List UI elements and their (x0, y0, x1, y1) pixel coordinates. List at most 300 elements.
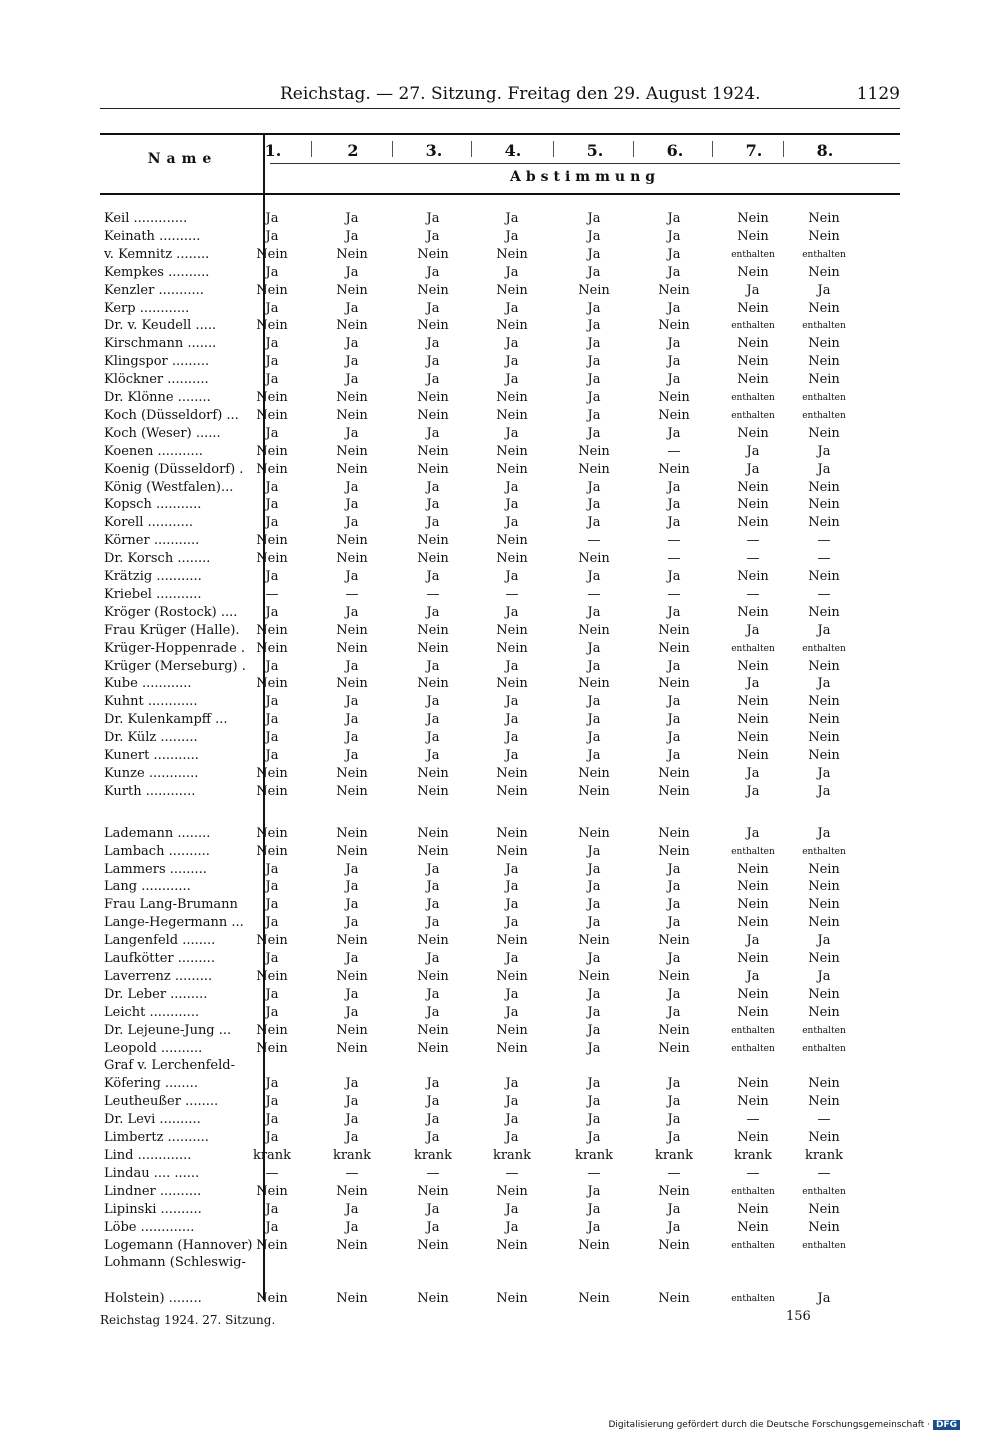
vote-cell: Nein (658, 640, 690, 656)
vote-cell: Nein (417, 825, 449, 841)
vote-cell: Ja (426, 915, 440, 931)
member-name: Klingspor ......... (104, 354, 210, 370)
vote-cell: Ja (426, 712, 440, 728)
vote-cell: Nein (808, 694, 840, 710)
member-name: Leicht ............ (104, 1004, 200, 1020)
header-sub-rule (270, 163, 900, 164)
vote-cell: — (817, 1165, 831, 1181)
vote-cell: Ja (587, 390, 601, 405)
vote-cell: Ja (426, 300, 440, 316)
table-row (100, 968, 900, 986)
vote-cell: Nein (496, 676, 528, 692)
vote-cell: Ja (265, 1112, 279, 1128)
vote-cell: Ja (667, 986, 681, 1002)
vote-cell: — (667, 533, 681, 549)
vote-cell: Ja (426, 515, 440, 531)
table-row (100, 878, 900, 896)
vote-cell: Ja (817, 622, 831, 638)
vote-cell: Nein (808, 497, 840, 513)
vote-cell: Nein (737, 300, 769, 316)
vote-cell: Nein (737, 1094, 769, 1110)
column-tick (712, 141, 713, 157)
vote-cell: Ja (667, 694, 681, 710)
vote-cell: Nein (417, 676, 449, 692)
vote-cell: Ja (667, 300, 681, 316)
table-row (100, 1237, 900, 1255)
vote-cell: enthalten (731, 1025, 775, 1036)
table-row (100, 246, 900, 264)
vote-cell: Nein (496, 407, 528, 423)
vote-cell: Ja (746, 676, 760, 692)
vote-cell: Ja (667, 515, 681, 531)
vote-cell: Ja (667, 748, 681, 763)
vote-cell: — (426, 1165, 440, 1181)
vote-column-number: 4. (504, 141, 522, 160)
vote-cell: Nein (808, 211, 840, 226)
vote-cell: Nein (496, 1040, 528, 1056)
vote-cell: enthalten (802, 410, 846, 421)
vote-cell: — (746, 1112, 760, 1128)
vote-cell: — (667, 443, 681, 459)
vote-cell: Nein (336, 968, 368, 984)
vote-cell: Ja (426, 1219, 440, 1235)
vote-cell: Nein (658, 783, 690, 799)
member-name: Leutheußer ........ (104, 1094, 219, 1110)
vote-cell: Ja (587, 1219, 601, 1235)
vote-cell: Nein (256, 1022, 288, 1038)
vote-cell: Ja (505, 712, 519, 728)
vote-cell: Ja (345, 1130, 359, 1146)
vote-cell: Ja (345, 712, 359, 728)
vote-cell: Nein (658, 843, 690, 859)
member-name: Dr. Levi .......... (104, 1112, 201, 1128)
vote-cell: Nein (808, 354, 840, 370)
member-name: Lohmann (Schleswig- (104, 1255, 246, 1271)
dfg-logo: DFG (933, 1420, 960, 1430)
vote-cell: enthalten (731, 846, 775, 857)
vote-cell: Nein (496, 461, 528, 477)
vote-cell: Nein (417, 443, 449, 459)
vote-cell: Nein (658, 765, 690, 781)
table-row (100, 729, 900, 747)
vote-cell: Ja (265, 604, 279, 620)
vote-cell: Ja (345, 211, 359, 226)
table-row (100, 335, 900, 353)
vote-cell: Nein (737, 986, 769, 1002)
vote-cell: Ja (426, 748, 440, 763)
vote-cell: Nein (496, 246, 528, 262)
vote-cell: Ja (746, 933, 760, 949)
vote-cell: Nein (737, 228, 769, 244)
vote-cell: Ja (505, 1219, 519, 1235)
vote-cell: Ja (345, 1004, 359, 1020)
vote-cell: Ja (505, 211, 519, 226)
member-name: Löbe ............. (104, 1219, 195, 1235)
vote-cell: Ja (505, 479, 519, 495)
vote-cell: Ja (505, 228, 519, 244)
table-row (100, 1219, 900, 1237)
vote-cell: Ja (746, 825, 760, 841)
vote-cell: Ja (345, 1201, 359, 1217)
member-name: Kerp ............ (104, 300, 190, 316)
vote-cell: Ja (265, 264, 279, 280)
vote-cell: Ja (587, 843, 601, 859)
vote-cell: Ja (746, 968, 760, 984)
member-name: Dr. Korsch ........ (104, 551, 211, 567)
vote-column-number: 8. (816, 141, 834, 160)
vote-cell: Ja (667, 497, 681, 513)
vote-cell: Nein (737, 694, 769, 710)
vote-cell: Nein (808, 1130, 840, 1146)
vote-cell: Ja (746, 282, 760, 298)
vote-cell: Ja (817, 461, 831, 477)
member-name: Lambach .......... (104, 843, 210, 859)
vote-cell: Ja (426, 1201, 440, 1217)
vote-cell: Ja (345, 915, 359, 931)
vote-cell: Nein (336, 622, 368, 638)
vote-cell: Ja (587, 515, 601, 531)
vote-cell: Nein (256, 1291, 288, 1307)
vote-cell: Nein (808, 425, 840, 441)
vote-column-number: 6. (666, 141, 684, 160)
vote-cell: Nein (496, 622, 528, 638)
table-row (100, 407, 900, 425)
column-tick (392, 141, 393, 157)
vote-cell: Nein (256, 825, 288, 841)
table-row (100, 389, 900, 407)
table-row (100, 550, 900, 568)
vote-cell: — (265, 1165, 279, 1181)
table-row (100, 693, 900, 711)
vote-cell: Ja (265, 336, 279, 352)
vote-cell: Ja (265, 1076, 279, 1092)
vote-cell: Ja (265, 1130, 279, 1146)
vote-cell: Ja (505, 264, 519, 280)
member-name: Klöckner .......... (104, 372, 209, 388)
vote-cell: Ja (426, 372, 440, 388)
vote-cell: Ja (345, 951, 359, 966)
digitization-credit (609, 1420, 961, 1430)
table-row (100, 568, 900, 586)
table-row (100, 747, 900, 765)
vote-cell: Ja (587, 1004, 601, 1020)
vote-cell: Nein (417, 390, 449, 405)
vote-cell: Ja (587, 694, 601, 710)
vote-cell: Nein (417, 968, 449, 984)
vote-cell: Ja (345, 897, 359, 913)
vote-cell: Ja (426, 228, 440, 244)
vote-cell: Nein (496, 1237, 528, 1253)
vote-cell: Ja (587, 1022, 601, 1038)
vote-cell: krank (804, 1148, 844, 1163)
vote-cell: Nein (496, 933, 528, 949)
vote-cell: Ja (667, 658, 681, 674)
vote-cell: Nein (578, 825, 610, 841)
vote-cell: Nein (336, 407, 368, 423)
vote-cell: Ja (667, 1201, 681, 1217)
vote-cell: Nein (808, 604, 840, 620)
vote-cell: Ja (426, 951, 440, 966)
vote-cell: Ja (587, 425, 601, 441)
vote-cell: Ja (426, 479, 440, 495)
vote-cell: Ja (505, 861, 519, 877)
table-row (100, 950, 900, 968)
vote-cell: — (746, 586, 760, 602)
vote-cell: Ja (587, 300, 601, 316)
vote-cell: Nein (256, 282, 288, 298)
vote-cell: Nein (417, 1183, 449, 1199)
vote-cell: Nein (336, 1183, 368, 1199)
vote-cell: Nein (578, 676, 610, 692)
vote-cell: Ja (426, 986, 440, 1002)
vote-cell: Nein (417, 282, 449, 298)
vote-cell: Nein (808, 515, 840, 531)
table-row (100, 896, 900, 914)
vote-cell: Nein (417, 533, 449, 549)
vote-cell: Ja (345, 425, 359, 441)
vote-cell: Nein (336, 246, 368, 262)
vote-cell: Ja (345, 336, 359, 352)
table-row (100, 825, 900, 843)
vote-cell: Nein (256, 533, 288, 549)
vote-cell: — (345, 1165, 359, 1181)
vote-cell: Nein (808, 986, 840, 1002)
vote-cell: — (817, 1112, 831, 1128)
vote-cell: Nein (737, 336, 769, 352)
vote-cell: Ja (667, 730, 681, 746)
vote-cell: Ja (587, 1094, 601, 1110)
vote-cell: Nein (737, 861, 769, 877)
vote-cell: Ja (505, 915, 519, 931)
vote-cell: Ja (667, 354, 681, 370)
table-header (100, 133, 900, 195)
vote-cell: — (505, 1165, 519, 1181)
vote-cell: Nein (808, 951, 840, 966)
table-row (100, 843, 900, 861)
table-row (100, 658, 900, 676)
table-row (100, 783, 900, 801)
vote-cell: Ja (817, 676, 831, 692)
table-row (100, 210, 900, 228)
member-name: König (Westfalen)... (104, 479, 234, 495)
vote-cell: Nein (496, 765, 528, 781)
vote-cell: krank (332, 1148, 372, 1163)
vote-cell: Ja (587, 915, 601, 931)
vote-cell: enthalten (802, 846, 846, 857)
vote-column-number: 1. (264, 141, 282, 160)
table-row (100, 675, 900, 693)
vote-cell: Nein (658, 968, 690, 984)
vote-cell: Ja (426, 694, 440, 710)
vote-cell: Nein (737, 211, 769, 226)
vote-cell: Nein (808, 658, 840, 674)
vote-cell: Nein (496, 443, 528, 459)
vote-cell: Nein (256, 676, 288, 692)
vote-cell: Ja (746, 783, 760, 799)
vote-cell: Nein (496, 318, 528, 334)
vote-cell: Nein (417, 640, 449, 656)
vote-cell: Nein (808, 372, 840, 388)
vote-cell: Ja (265, 425, 279, 441)
vote-cell: Nein (578, 551, 610, 567)
table-row (100, 1075, 900, 1093)
vote-column-number: 5. (586, 141, 604, 160)
vote-cell: Nein (496, 1022, 528, 1038)
vote-cell: Nein (808, 861, 840, 877)
member-name: Kuhnt ............ (104, 694, 198, 710)
vote-cell: enthalten (802, 643, 846, 654)
vote-cell: Nein (256, 318, 288, 334)
vote-cell: Ja (426, 604, 440, 620)
vote-cell: Nein (737, 658, 769, 674)
vote-cell: Ja (345, 1076, 359, 1092)
member-name: Lange-Hegermann ... (104, 915, 244, 931)
vote-cell: Nein (256, 783, 288, 799)
vote-cell: Ja (265, 1201, 279, 1217)
vote-cell: Ja (426, 211, 440, 226)
vote-cell: Ja (667, 879, 681, 895)
vote-cell: — (667, 551, 681, 567)
member-name: Limbertz .......... (104, 1130, 209, 1146)
member-name: Kube ............ (104, 676, 192, 692)
vote-cell: Nein (737, 569, 769, 584)
vote-cell: Ja (426, 336, 440, 352)
vote-cell: Nein (658, 461, 690, 477)
column-tick (783, 141, 784, 157)
member-name: Köfering ........ (104, 1076, 198, 1092)
vote-cell: Ja (345, 604, 359, 620)
member-name: Kunert ........... (104, 748, 199, 763)
vote-cell: Ja (345, 354, 359, 370)
table-row (100, 622, 900, 640)
vote-cell: Ja (587, 336, 601, 352)
vote-cell: Ja (345, 1094, 359, 1110)
vote-cell: Ja (667, 915, 681, 931)
vote-cell: Ja (587, 372, 601, 388)
vote-cell: — (817, 586, 831, 602)
vote-cell: Nein (658, 1291, 690, 1307)
member-name: Keil ............. (104, 211, 188, 226)
column-tick (553, 141, 554, 157)
vote-cell: Ja (505, 694, 519, 710)
member-name: Dr. Klönne ........ (104, 390, 211, 405)
vote-cell: Ja (587, 658, 601, 674)
member-name: Kopsch ........... (104, 497, 202, 513)
vote-cell: Nein (808, 264, 840, 280)
vote-cell: Ja (505, 730, 519, 746)
table-row (100, 1040, 900, 1058)
table-row (100, 1111, 900, 1129)
vote-cell: Nein (808, 336, 840, 352)
vote-cell: Nein (417, 1040, 449, 1056)
vote-cell: Nein (256, 640, 288, 656)
vote-cell: Ja (426, 1112, 440, 1128)
vote-cell: Nein (336, 933, 368, 949)
vote-cell: Ja (505, 658, 519, 674)
vote-cell: enthalten (802, 321, 846, 332)
vote-cell: Ja (587, 497, 601, 513)
vote-cell: Ja (667, 1219, 681, 1235)
vote-cell: Ja (587, 211, 601, 226)
vote-cell: Nein (496, 640, 528, 656)
vote-cell: enthalten (802, 1240, 846, 1251)
vote-cell: Nein (336, 825, 368, 841)
member-name: Lipinski .......... (104, 1201, 202, 1217)
vote-cell: — (426, 586, 440, 602)
vote-cell: Ja (345, 1112, 359, 1128)
footer-session: Reichstag 1924. 27. Sitzung. (100, 1313, 276, 1327)
vote-cell: Ja (587, 228, 601, 244)
vote-cell: Ja (505, 748, 519, 763)
vote-cell: — (817, 551, 831, 567)
vote-cell: Ja (426, 730, 440, 746)
vote-cell: Nein (658, 407, 690, 423)
table-row (100, 532, 900, 550)
table-row (100, 300, 900, 318)
vote-cell: Nein (737, 1201, 769, 1217)
vote-cell: Nein (737, 1219, 769, 1235)
member-name: Koenig (Düsseldorf) . (104, 461, 244, 477)
vote-cell: Ja (667, 372, 681, 388)
vote-cell: Ja (817, 1291, 831, 1307)
table-row (100, 1129, 900, 1147)
vote-cell: Ja (587, 479, 601, 495)
vote-cell: Nein (578, 282, 610, 298)
member-name: v. Kemnitz ........ (104, 246, 210, 262)
vote-cell: Nein (336, 1237, 368, 1253)
vote-cell: Ja (817, 443, 831, 459)
vote-cell: Ja (265, 1094, 279, 1110)
vote-cell: Nein (496, 533, 528, 549)
vote-cell: Nein (336, 640, 368, 656)
table-row (100, 282, 900, 300)
vote-cell: Ja (667, 604, 681, 620)
credit-text: Digitalisierung gefördert durch die Deutsche Forschungsgemeinschaft · (608, 1420, 930, 1430)
vote-cell: Ja (345, 694, 359, 710)
vote-cell: — (505, 586, 519, 602)
vote-cell: Ja (505, 604, 519, 620)
vote-cell: Ja (265, 211, 279, 226)
vote-cell: Nein (417, 246, 449, 262)
vote-cell: Ja (587, 604, 601, 620)
vote-cell: Nein (808, 1219, 840, 1235)
member-name: Lindner .......... (104, 1183, 202, 1199)
vote-cell: Nein (417, 622, 449, 638)
header-rule (100, 108, 900, 109)
vote-cell: Nein (737, 1004, 769, 1020)
vote-cell: — (587, 586, 601, 602)
vote-cell: Nein (658, 1040, 690, 1056)
vote-cell: Nein (417, 783, 449, 799)
member-name: Koenen ........... (104, 443, 203, 459)
table-top-rule (100, 133, 900, 135)
vote-cell: Nein (658, 676, 690, 692)
vote-cell: Nein (417, 765, 449, 781)
vote-cell: Nein (808, 1201, 840, 1217)
vote-column-number: 3. (425, 141, 443, 160)
member-name: Dr. v. Keudell ..... (104, 318, 217, 334)
table-row (100, 604, 900, 622)
vote-cell: Ja (505, 1094, 519, 1110)
vote-cell: — (667, 1165, 681, 1181)
vote-cell: Ja (587, 246, 601, 262)
member-name: Kriebel ........... (104, 586, 202, 602)
vote-cell: Nein (496, 843, 528, 859)
vote-cell: Ja (817, 968, 831, 984)
vote-cell: Nein (658, 318, 690, 334)
member-name: Leopold .......... (104, 1040, 203, 1056)
vote-cell: enthalten (731, 1043, 775, 1054)
